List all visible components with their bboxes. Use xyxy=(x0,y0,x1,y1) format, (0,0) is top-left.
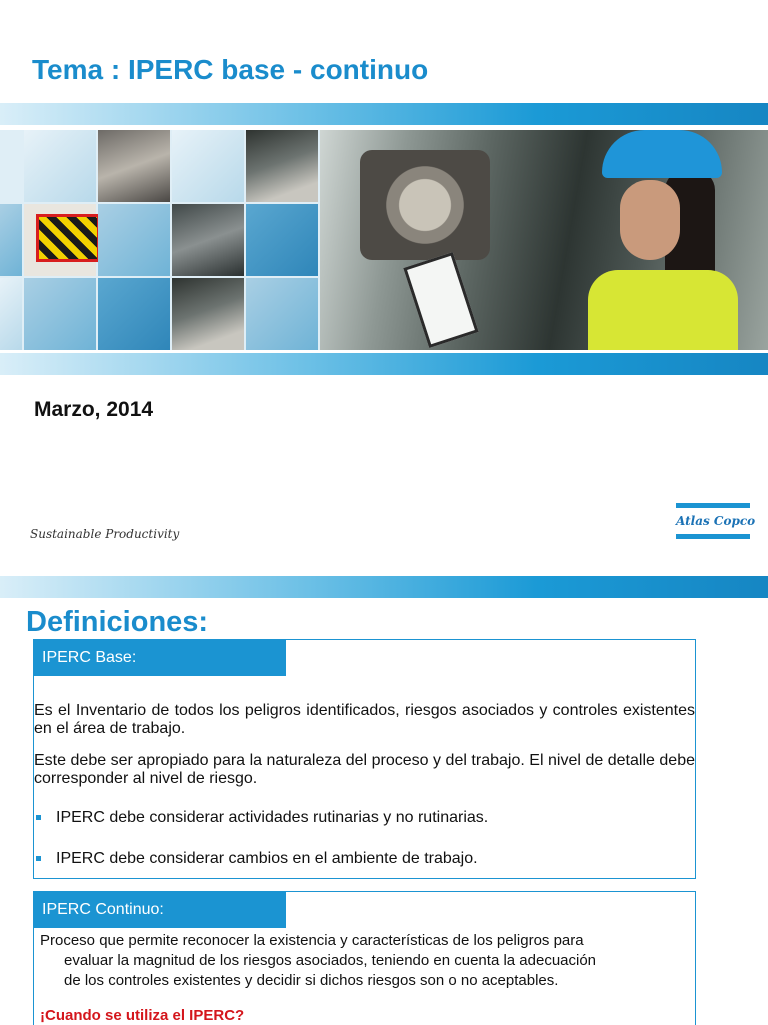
bullet-text: IPERC debe considerar actividades rutinarias y no rutinarias. xyxy=(56,809,489,826)
paragraph-line: evaluar la magnitud de los riesgos asociados, teniendo en cuenta la adecuación xyxy=(64,952,597,969)
logo-text: Atlas Copco xyxy=(676,514,756,528)
bullet-square-icon xyxy=(36,815,41,820)
warning-sign-photo xyxy=(24,204,96,276)
iperc-continuo-paragraph xyxy=(40,931,688,991)
mosaic-tile xyxy=(0,278,22,350)
worker-face xyxy=(620,180,680,260)
mosaic-tile xyxy=(98,204,170,276)
header-image-mosaic xyxy=(0,130,768,350)
definitions-heading: Definiciones: xyxy=(26,606,209,638)
tagline: Sustainable Productivity xyxy=(30,527,180,541)
bullet-square-icon xyxy=(36,856,41,861)
equipment-photo xyxy=(172,278,244,350)
definitions-slide xyxy=(0,576,768,1024)
hard-hat-icon xyxy=(602,130,722,178)
iperc-base-para1: Es el Inventario de todos los peligros identificados, riesgos asociados y controles existentes en el área de trabajo. xyxy=(34,702,695,737)
mosaic-tile xyxy=(24,278,96,350)
iperc-base-header: IPERC Base: xyxy=(34,640,286,676)
iperc-usage-question: ¡Cuando se utiliza el IPERC? xyxy=(40,1007,245,1024)
tablet-icon xyxy=(403,252,478,348)
iperc-base-para2: Este debe ser apropiado para la naturaleza del proceso y del trabajo. El nivel de detalle debe corresponder al nivel de riesgo. xyxy=(34,752,695,787)
warning-sign-icon xyxy=(36,214,100,262)
logo-bar-bottom xyxy=(676,534,750,539)
iperc-base-box xyxy=(33,639,696,879)
iperc-continuo-header: IPERC Continuo: xyxy=(34,892,286,928)
bullet-text: IPERC debe considerar cambios en el ambiente de trabajo. xyxy=(56,850,478,867)
mosaic-tile xyxy=(98,278,170,350)
worker-with-tablet-photo xyxy=(320,130,768,350)
wrench-photo xyxy=(98,130,170,202)
mosaic-tile xyxy=(246,278,318,350)
paragraph-line: de los controles existentes y decidir si dichos riesgos son o no aceptables. xyxy=(64,972,559,989)
top-gradient-band xyxy=(0,103,768,125)
slide2-gradient-band xyxy=(0,576,768,598)
safety-vest-icon xyxy=(588,270,738,350)
presentation-date: Marzo, 2014 xyxy=(34,398,154,421)
tool-photo xyxy=(246,130,318,202)
slide-title: Tema : IPERC base - continuo xyxy=(32,54,429,85)
machine-part-icon xyxy=(360,150,490,260)
mosaic-tile xyxy=(24,130,96,202)
atlas-copco-logo xyxy=(676,503,756,541)
logo-bar-top xyxy=(676,503,750,508)
slide-separator xyxy=(0,560,768,576)
mosaic-tile xyxy=(246,204,318,276)
paragraph-line: Proceso que permite reconocer la existencia y características de los peligros para xyxy=(40,932,584,949)
mosaic-tile xyxy=(172,130,244,202)
bottom-gradient-band xyxy=(0,353,768,375)
iperc-continuo-box xyxy=(33,891,696,1025)
machinery-photo xyxy=(172,204,244,276)
mosaic-tile xyxy=(0,204,22,276)
